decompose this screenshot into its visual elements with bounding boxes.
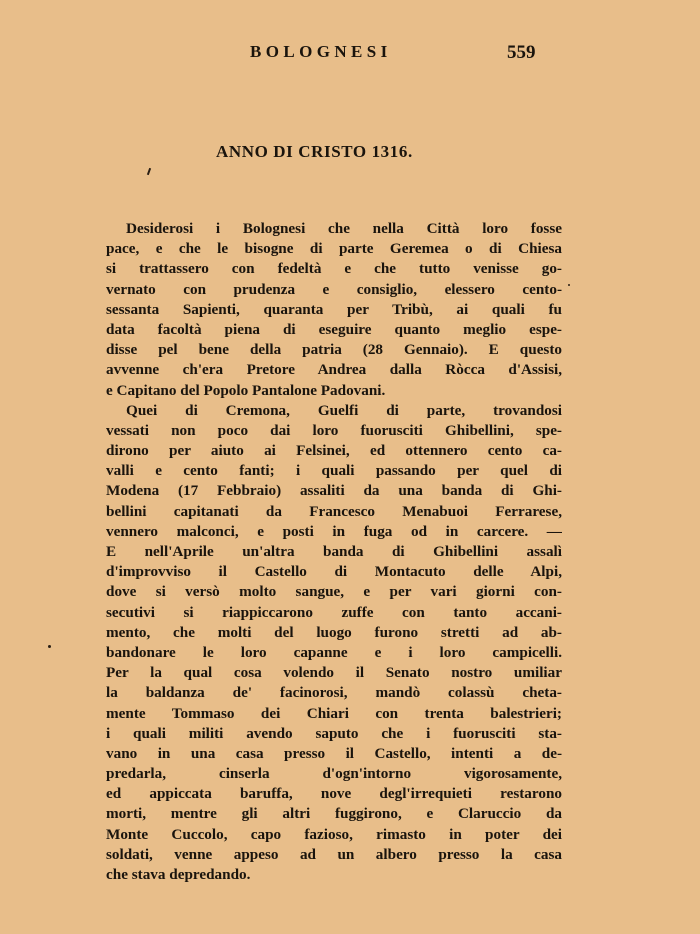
text-line: valli e cento fanti; i quali passando per quel di [106, 462, 562, 480]
text-line: predarla, cinserla d'ogn'intorno vigorosamente, [106, 765, 562, 783]
text-line: soldati, venne appeso ad un albero presso la casa [106, 845, 562, 863]
text-line: i quali militi avendo saputo che i fuorusciti sta- [106, 724, 562, 742]
text-line: ed appiccata baruffa, nove degl'irrequieti restarono [106, 785, 562, 803]
text-line: vano in una casa presso il Castello, intenti a de- [106, 744, 562, 762]
stray-mark [568, 284, 570, 286]
text-line: Per la qual cosa volendo il Senato nostro umiliar [106, 664, 562, 682]
text-line: mento, che molti del luogo furono stretti ad ab- [106, 623, 562, 641]
text-line: vessati non poco dai loro fuorusciti Ghibellini, spe- [106, 421, 562, 439]
text-line: e Capitano del Popolo Pantalone Padovani. [106, 381, 386, 399]
paragraph [106, 219, 562, 401]
text-line: E nell'Aprile un'altra banda di Ghibellini assalì [106, 543, 562, 560]
text-line: Quei di Cremona, Guelfi di parte, trovandosi [126, 401, 562, 419]
page-number: 559 [507, 42, 536, 63]
text-line: morti, mentre gli altri fuggirono, e Claruccio da [106, 805, 562, 823]
text-line: dirono per aiuto ai Felsinei, ed ottennero cento ca- [106, 442, 562, 460]
chapter-title: ANNO DI CRISTO 1316. [216, 142, 413, 161]
text-line: disse pel bene della patria (28 Gennaio). E questo [106, 341, 562, 359]
text-line: d'improvviso il Castello di Montacuto delle Alpi, [106, 563, 562, 581]
running-head: BOLOGNESI [250, 42, 392, 61]
text-line: dove si versò molto sangue, e per vari giorni con- [106, 583, 562, 601]
text-line: avvenne ch'era Pretore Andrea dalla Ròcca d'Assisi, [106, 361, 562, 379]
text-line: sessanta Sapienti, quaranta per Tribù, ai quali fu [106, 300, 562, 318]
text-line: la baldanza de' facinorosi, mandò colassù cheta- [106, 684, 562, 702]
text-line: Monte Cuccolo, capo fazioso, rimasto in poter dei [106, 825, 562, 843]
text-line: data facoltà piena di eseguire quanto meglio espe- [106, 320, 562, 338]
stray-mark [48, 645, 51, 648]
text-line: secutivi si riappiccarono zuffe con tanto accani- [106, 603, 562, 621]
text-line: vennero malconci, e posti in fuga od in carcere. — [106, 522, 562, 540]
paragraph [106, 401, 562, 886]
text-line: Desiderosi i Bolognesi che nella Città loro fosse [126, 220, 562, 237]
text-line: pace, e che le bisogne di parte Geremea o di Chiesa [106, 240, 562, 258]
text-line: si trattassero con fedeltà e che tutto venisse go- [106, 260, 562, 278]
text-line: mente Tommaso dei Chiari con trenta balestrieri; [106, 704, 562, 722]
body-text [106, 219, 562, 885]
text-line: che stava depredando. [106, 866, 251, 883]
text-line: Modena (17 Febbraio) assaliti da una banda di Ghi- [106, 482, 562, 500]
text-line: bellini capitanati da Francesco Menabuoi Ferrarese, [106, 502, 562, 520]
text-line: bandonare le loro capanne e i loro campicelli. [106, 643, 562, 661]
text-line: vernato con prudenza e consiglio, elessero cento- [106, 280, 562, 298]
stray-mark [147, 168, 151, 175]
